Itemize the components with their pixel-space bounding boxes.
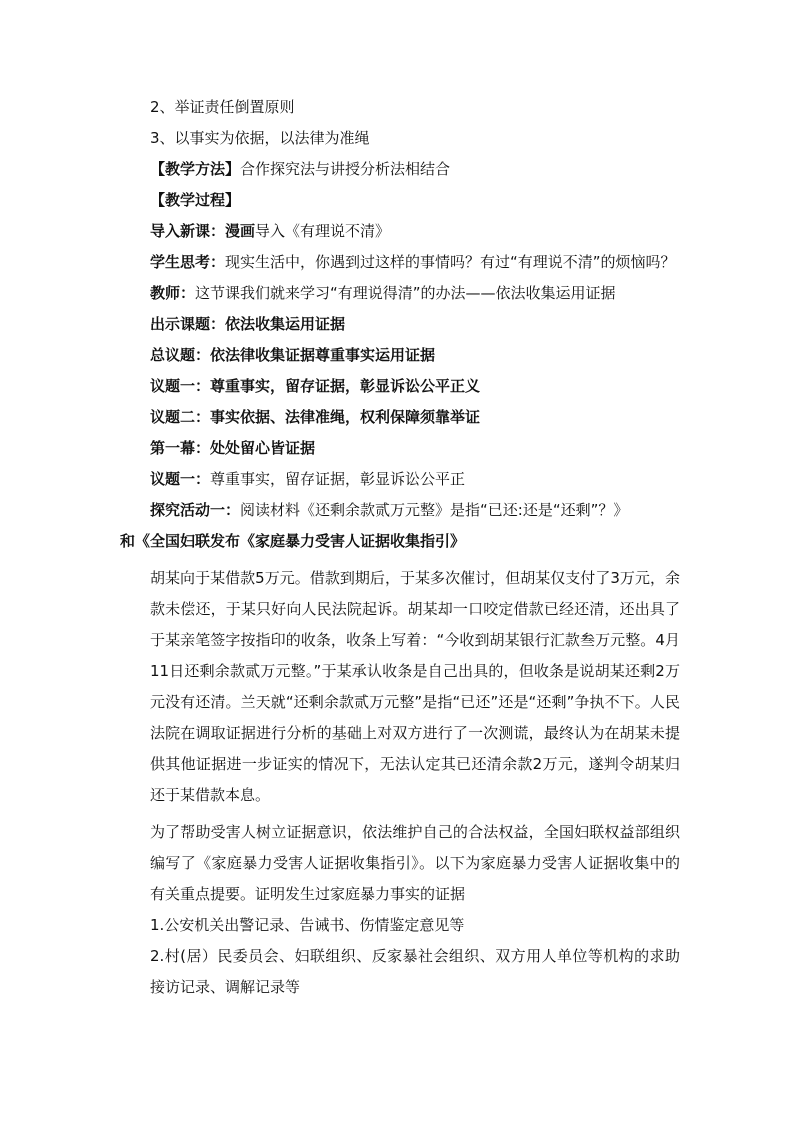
teaching-method-label: 【教学方法】 xyxy=(150,160,241,178)
teacher-label: 教师： xyxy=(150,284,196,302)
teacher-line xyxy=(120,278,680,309)
guide-paragraph: 为了帮助受害人树立证据意识，依法维护自己的合法权益，全国妇联权益部组织编写了《家庭暴力受害人证据收集指引》。以下为家庭暴力受害人证据收集中的有关重点提要。证明发生过家庭暴力事实的证据 xyxy=(150,823,680,903)
intro-bold-part: 漫画 xyxy=(225,222,256,240)
activity-label: 探究活动一： xyxy=(150,501,241,519)
intro-line xyxy=(120,216,680,247)
case-paragraph: 胡某向于某借款5万元。借款到期后，于某多次催讨，但胡某仅支付了3万元，余款未偿还，于某只好向人民法院起诉。胡某却一口咬定借款已经还清，还出具了于某亲笔签字按指印的收条，收条上写着：“今收到胡某银行汇款叁万元整。4月11日还剩余款贰万元整。”于某承认收条是自己出具的，但收条是说胡某还剩2万元没有还清。兰天就“还剩余款贰万元整”是指“已还”还是“还剩”争执不下。人民法院在调取证据进行分析的基础上对双方进行了一次测谎，最终认为在胡某未提供其他证据进一步证实的情况下，无法认定其已还清余款2万元，遂判令胡某归还于某借款本息。 xyxy=(150,569,680,804)
student-think-label: 学生思考： xyxy=(150,253,226,271)
student-think xyxy=(120,247,680,278)
teaching-method-text: 合作探究法与讲授分析法相结合 xyxy=(240,160,451,178)
topic-one-repeat xyxy=(120,464,680,495)
activity-text: 阅读材料《还剩余款贰万元整》是指“已还:还是“还剩”？》 xyxy=(240,501,629,519)
intro-text: 导入《有理说不清》 xyxy=(255,222,391,240)
intro-label: 导入新课： xyxy=(150,222,226,240)
topic-two: 议题二：事实依据、法律准绳，权利保障须靠举证 xyxy=(150,408,481,426)
activity-line-2: 和《全国妇联发布《家庭暴力受害人证据收集指引》 xyxy=(120,532,466,550)
student-think-text: 现实生活中，你遇到过这样的事情吗？有过“有理说不清”的烦恼吗？ xyxy=(225,253,676,271)
teaching-process-heading: 【教学过程】 xyxy=(150,191,241,209)
list-item-1: 1.公安机关出警记录、告诫书、伤情鉴定意见等 xyxy=(150,916,465,934)
topic-one-repeat-text: 尊重事实，留存证据，彰显诉讼公平正 xyxy=(210,470,466,488)
teacher-text: 这节课我们就来学习“有理说得清”的办法——依法收集运用证据 xyxy=(195,284,616,302)
list-item-2: 2.村(居）民委员会、妇联组织、反家暴社会组织、双方用人单位等机构的求助接访记录、调解记录等 xyxy=(150,947,680,996)
general-topic: 总议题：依法律收集证据尊重事实运用证据 xyxy=(150,346,436,364)
act-one: 第一幕：处处留心皆证据 xyxy=(150,439,316,457)
principle-3: 3、以事实为依据，以法律为准绳 xyxy=(150,129,370,147)
activity-line xyxy=(120,495,680,526)
teaching-method xyxy=(120,154,680,185)
topic-show: 出示课题：依法收集运用证据 xyxy=(150,315,346,333)
principle-2: 2、举证责任倒置原则 xyxy=(150,98,295,116)
topic-one-repeat-label: 议题一： xyxy=(150,470,211,488)
document-body xyxy=(120,92,680,1003)
topic-one: 议题一：尊重事实，留存证据，彰显诉讼公平正义 xyxy=(150,377,481,395)
